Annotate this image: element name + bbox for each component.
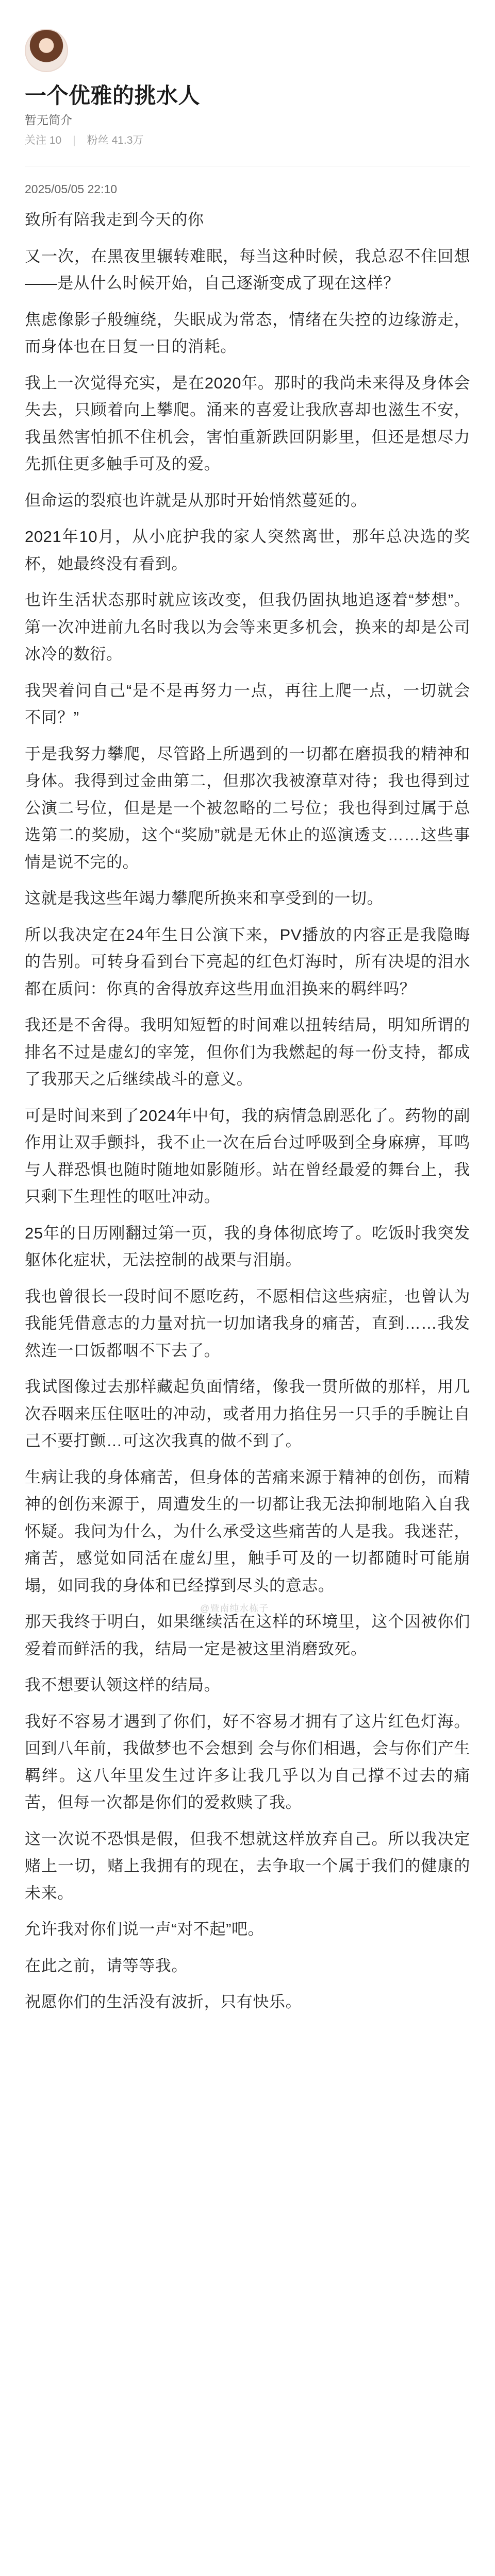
post-paragraph: 我哭着问自己“是不是再努力一点，再往上爬一点，一切就会不同？” [25, 681, 470, 726]
post-paragraph: 我好不容易才遇到了你们，好不容易才拥有了这片红色灯海。回到八年前，我做梦也不会想到 会与你们相遇，会与你们产生羁绊。这八年里发生过许多让我几乎以为自己撑不过去的痛苦，但每一次都是你们的爱救赎了我。 [25, 1712, 470, 1811]
post-paragraph: 这一次说不恐惧是假，但我不想就这样放弃自己。所以我决定赌上一切，赌上我拥有的现在，去争取一个属于我们的健康的未来。 [25, 1829, 470, 1902]
post-paragraph: 允许我对你们说一声“对不起”吧。 [25, 1920, 265, 1938]
post-paragraph: 25年的日历刚翻过第一页，我的身体彻底垮了。吃饭时我突发躯体化症状，无法控制的战栗与泪崩。 [25, 1224, 470, 1269]
post-paragraph: 也许生活状态那时就应该改变，但我仍固执地追逐着“梦想”。第一次冲进前九名时我以为会等来更多机会，换来的却是公司冰冷的数衍。 [25, 591, 470, 663]
post-paragraph: 又一次，在黑夜里辗转难眠，每当这种时候，我总忍不住回想——是从什么时候开始，自己逐渐变成了现在这样？ [25, 247, 470, 292]
post-paragraph: 于是我努力攀爬，尽管路上所遇到的一切都在磨损我的精神和身体。我得到过金曲第二，但那次我被潦草对待；我也得到过公演二号位，但是是一个被忽略的二号位；我也得到过属于总选第二的奖励，这个“奖励”就是无休止的巡演透支……这些事情是说不完的。 [25, 744, 470, 871]
profile-intro: 暂无简介 [25, 113, 72, 127]
post-paragraph: 2021年10月，从小庇护我的家人突然离世，那年总决选的奖杯，她最终没有看到。 [25, 528, 470, 573]
post-paragraph: 我也曾很长一段时间不愿吃药，不愿相信这些病症，也曾认为我能凭借意志的力量对抗一切加诸我身的痛苦，直到……我发然连一口饭都咽不下去了。 [25, 1287, 470, 1360]
avatar[interactable] [25, 29, 68, 72]
fans-count[interactable]: 粉丝 41.3万 [87, 134, 144, 146]
profile-stats [25, 133, 470, 148]
post-paragraph: 致所有陪我走到今天的你 [25, 211, 204, 229]
post-paragraph: 我还是不舍得。我明知短暂的时间难以扭转结局，明知所谓的排名不过是虚幻的宰笼，但你们为我燃起的每一份支持，都成了我那天之后继续战斗的意义。 [25, 1016, 470, 1088]
image-watermark: @暨南纯水栋子 [200, 1603, 269, 1614]
post-paragraph: 焦虑像影子般缠绕，失眠成为常态，情绪在失控的边缘游走，而身体也在日复一日的消耗。 [25, 310, 470, 355]
post-content [25, 166, 470, 2016]
follow-count[interactable]: 关注 10 [25, 134, 62, 146]
post-paragraph: 这就是我这些年竭力攀爬所换来和享受到的一切。 [25, 889, 384, 907]
stats-separator: | [73, 134, 76, 146]
post-paragraph: 但命运的裂痕也许就是从那时开始悄然蔓延的。 [25, 491, 367, 510]
profile-header [25, 0, 470, 148]
post-paragraph: 在此之前，请等等我。 [25, 1956, 188, 1975]
post-paragraph: 可是时间来到了2024年中旬，我的病情急剧恶化了。药物的副作用让双手颤抖，我不止一次在后台过呼吸到全身麻痹，耳鸣与人群恐惧也随时随地如影随形。站在曾经最爱的舞台上，我只剩下生理性的呕吐冲动。 [25, 1106, 470, 1206]
post-paragraph: 我试图像过去那样藏起负面情绪，像我一贯所做的那样，用几次吞咽来压住呕吐的冲动，或者用力掐住另一只手的手腕让自己不要打颤…可这次我真的做不到了。 [25, 1378, 470, 1450]
post-paragraph: 那天我终于明白，如果继续活在这样的环境里，这个因被你们爱着而鲜活的我，结局一定是被这里消磨致死。 [25, 1613, 470, 1658]
post-paragraph: 我不想要认领这样的结局。 [25, 1676, 221, 1694]
profile-name: 一个优雅的挑水人 [25, 83, 201, 108]
post-paragraph: 祝愿你们的生活没有波折，只有快乐。 [25, 1993, 302, 2011]
post-paragraph: 生病让我的身体痛苦，但身体的苦痛来源于精神的创伤，而精神的创伤来源于，周遭发生的一切都让我无法抑制地陷入自我怀疑。我问为什么，为什么承受这些痛苦的人是我。我迷茫，痛苦，感觉如同活在虚幻里，触手可及的一切都随时可能崩塌，如同我的身体和已经撑到尽头的意志。 [25, 1468, 470, 1595]
post-paragraph: 所以我决定在24年生日公演下来，PV播放的内容正是我隐晦的告别。可转身看到台下亮起的红色灯海时，所有决堤的泪水都在质问：你真的舍得放弃这些用血泪换来的羁绊吗？ [25, 925, 470, 998]
post-time: 2025/05/05 22:10 [25, 182, 118, 196]
post-paragraph: 我上一次觉得充实，是在2020年。那时的我尚未来得及身体会失去，只顾着向上攀爬。涌来的喜爱让我欣喜却也滋生不安，我虽然害怕抓不住机会，害怕重新跌回阴影里，但还是想尽力先抓住更多触手可及的爱。 [25, 374, 470, 473]
